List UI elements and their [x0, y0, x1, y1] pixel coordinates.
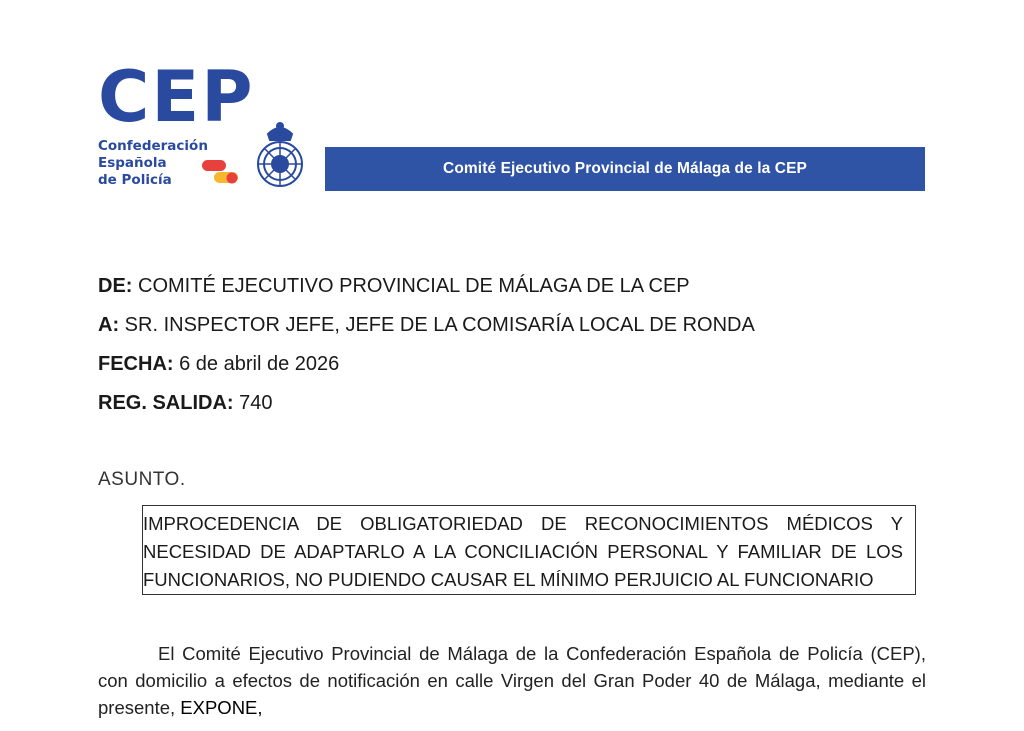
- subject-text: IMPROCEDENCIA DE OBLIGATORIEDAD DE RECONOCIMIENTOS MÉDICOS Y NECESIDAD DE ADAPTARLO A LA CONCILIACIÓN PERSONAL Y FAMILIAR DE LOS FUNCIONARIOS, NO PUDIENDO CAUSAR EL MÍNIMO PERJUICIO AL FUNCIONARIO: [143, 513, 903, 590]
- meta-date-label: FECHA:: [98, 353, 174, 375]
- meta-from-label: DE:: [98, 275, 133, 297]
- logo-sub-line: Confederación: [98, 138, 208, 154]
- logo-subtitle: [98, 138, 208, 189]
- header-banner: Comité Ejecutivo Provincial de Málaga de la CEP: [325, 147, 925, 191]
- body-paragraph: [98, 640, 926, 721]
- body-text: El Comité Ejecutivo Provincial de Málaga de la Confederación Española de Policía (CEP), con domicilio a efectos de notificación en calle Virgen del Gran Poder 40 de Málaga, mediante el presente,: [98, 643, 926, 718]
- meta-from: [98, 275, 690, 298]
- logo-sub-line: de Policía: [98, 172, 172, 188]
- meta-to-value: SR. INSPECTOR JEFE, JEFE DE LA COMISARÍA LOCAL DE RONDA: [124, 314, 755, 336]
- meta-to: [98, 314, 755, 337]
- subject-label: ASUNTO.: [98, 469, 186, 490]
- expone-text: EXPONE,: [180, 697, 263, 718]
- logo-sub-line: Española: [98, 155, 167, 171]
- meta-registry-label: REG. SALIDA:: [98, 392, 234, 414]
- subject-box: [142, 505, 916, 595]
- meta-from-value: COMITÉ EJECUTIVO PROVINCIAL DE MÁLAGA DE LA CEP: [138, 275, 690, 297]
- logo-dots-icon: [200, 158, 242, 188]
- meta-date: [98, 353, 339, 376]
- police-badge-icon: [253, 120, 307, 192]
- meta-registry: [98, 392, 273, 415]
- meta-to-label: A:: [98, 314, 120, 336]
- meta-date-value: 6 de abril de 2026: [179, 353, 340, 375]
- cep-logo: [98, 56, 308, 194]
- meta-registry-value: 740: [239, 392, 273, 414]
- logo-acronym: CEP: [98, 56, 255, 138]
